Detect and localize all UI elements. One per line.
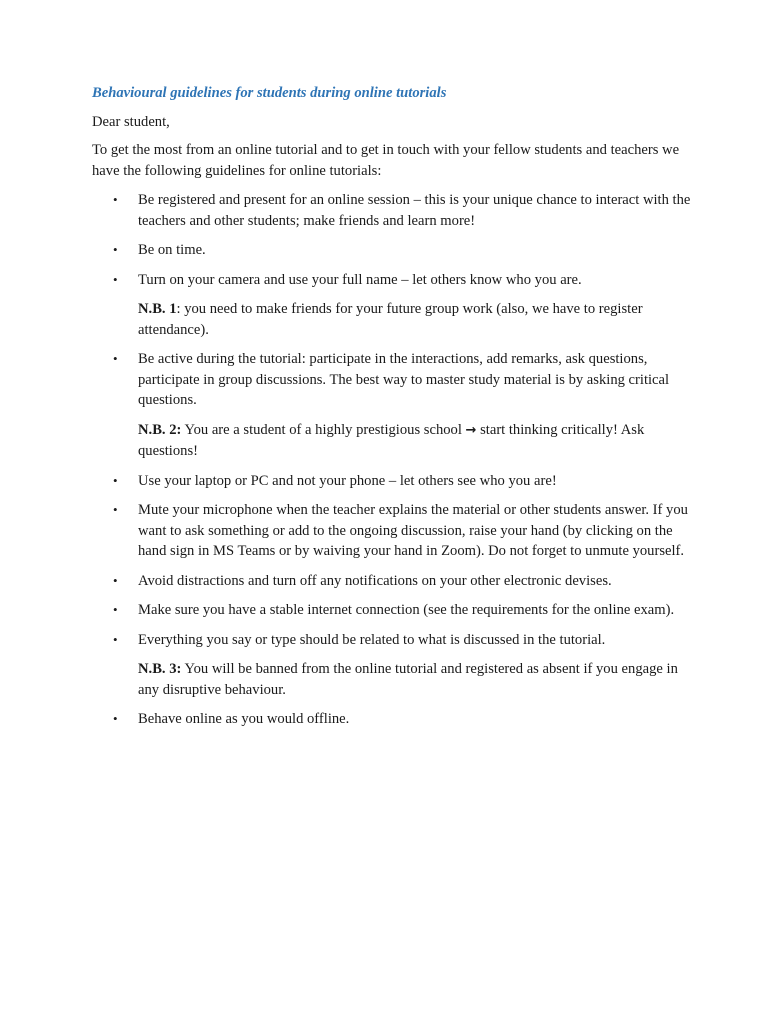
bullet-icon: • bbox=[113, 351, 118, 366]
note-nb-2 bbox=[92, 420, 692, 462]
list-item bbox=[92, 630, 692, 651]
note-text: : you need to make friends for your future group work (also, we have to register attendance). bbox=[138, 301, 643, 338]
note-nb-1 bbox=[92, 299, 692, 340]
guideline-text: Mute your microphone when the teacher explains the material or other students answer. If you want to ask something or add to the ongoing discussion, raise your hand (by clicking on the hand sign in MS Teams or by waiving your hand in Zoom). Do not forget to unmute yourself. bbox=[138, 502, 688, 559]
list-item bbox=[92, 709, 692, 730]
list-item bbox=[92, 270, 692, 291]
note-label: N.B. 2: bbox=[138, 421, 182, 438]
bullet-icon: • bbox=[113, 242, 118, 257]
bullet-icon: • bbox=[113, 572, 118, 588]
guideline-text: Turn on your camera and use your full name – let others know who you are. bbox=[138, 271, 582, 288]
note-nb-3 bbox=[92, 659, 692, 700]
greeting: Dear student, bbox=[92, 113, 170, 130]
guideline-text: Be registered and present for an online session – this is your unique chance to interact with the teachers and other students; make friends and learn more! bbox=[138, 192, 691, 229]
bullet-icon: • bbox=[113, 472, 118, 488]
note-label: N.B. 1 bbox=[138, 301, 177, 317]
note-text: You are a student of a highly prestigious school bbox=[181, 421, 466, 438]
guideline-text: Use your laptop or PC and not your phone – let others see who you are! bbox=[138, 472, 557, 489]
note-text: You will be banned from the online tutorial and registered as absent if you engage in any disruptive behaviour. bbox=[138, 661, 678, 698]
guideline-text: Be on time. bbox=[138, 242, 206, 258]
guideline-text: Make sure you have a stable internet connection (see the requirements for the online exam). bbox=[138, 602, 675, 618]
intro-paragraph: To get the most from an online tutorial and to get in touch with your fellow students and teachers we have the following guidelines for online tutorials: bbox=[92, 142, 680, 179]
list-item bbox=[92, 571, 692, 592]
bullet-icon: • bbox=[113, 271, 118, 287]
guideline-text: Everything you say or type should be related to what is discussed in the tutorial. bbox=[138, 631, 606, 648]
list-item bbox=[92, 471, 692, 492]
list-item bbox=[92, 500, 692, 562]
guidelines-list bbox=[92, 190, 692, 730]
list-item bbox=[92, 349, 692, 411]
bullet-icon: • bbox=[113, 711, 118, 726]
bullet-icon: • bbox=[113, 602, 118, 617]
list-item bbox=[92, 240, 692, 261]
bullet-icon: • bbox=[113, 502, 118, 517]
note-text: start thinking critically! Ask questions! bbox=[138, 421, 645, 459]
guideline-text: Behave online as you would offline. bbox=[138, 711, 350, 727]
list-item bbox=[92, 600, 692, 621]
list-item bbox=[92, 190, 692, 231]
note-label: N.B. 3: bbox=[138, 661, 182, 677]
guideline-text: Avoid distractions and turn off any notifications on your other electronic devises. bbox=[138, 572, 612, 589]
document-page bbox=[92, 83, 692, 739]
guideline-text: Be active during the tutorial: participate in the interactions, add remarks, ask questions, participate in group discussions. The best way to master study material is by asking critical questions. bbox=[138, 351, 670, 408]
bullet-icon: • bbox=[113, 192, 118, 207]
bullet-icon: • bbox=[113, 631, 118, 647]
document-title: Behavioural guidelines for students during online tutorials bbox=[92, 85, 447, 101]
arrow-right-icon: → bbox=[465, 422, 477, 438]
